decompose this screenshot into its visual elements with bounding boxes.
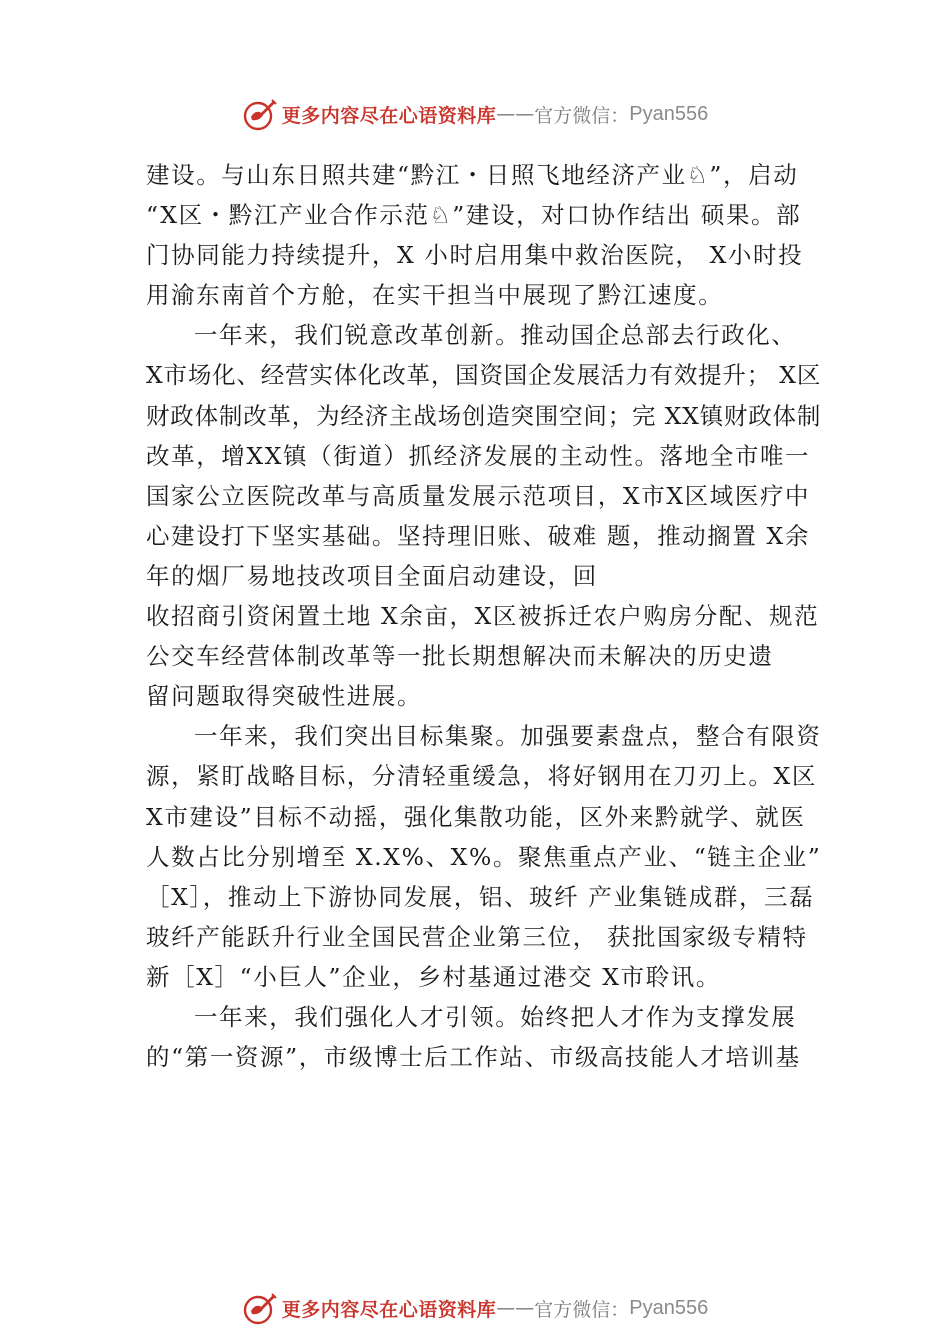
footer-wechat-handle: Pyan556 [629,1296,709,1319]
text-line: X市建设”目标不动摇，强化集散功能，区外来黔就学、就医 [146,802,806,831]
text-line: “X区・黔江产业合作示范♘”建设，对口协作结出 硕果。部 [146,201,802,230]
text-line: X市场化、经营实体化改革，国资国企发展活力有效提升； X区 [146,361,822,390]
text-line: 一年来，我们锐意改革创新。推动国企总部去行政化、 [194,321,797,350]
text-line: 年的烟厂易地技改项目全面启动建设，回 [146,561,598,590]
text-line: 门协同能力持续提升，X 小时启用集中救治医院， X小时投 [146,241,804,270]
footer-brand-text: 更多内容尽在心语资料库 [281,1298,497,1321]
text-line: 玻纤产能跃升行业全国民营企业第三位， 获批国家级专精特 [146,922,808,951]
text-line: 一年来，我们强化人才引领。始终把人才作为支撑发展 [194,1002,797,1031]
text-line: 财政体制改革，为经济主战场创造突围空间；完 XX镇财政体制 [146,401,822,430]
header-banner [0,94,950,134]
document-body [146,155,826,1077]
text-line: 建设。与山东日照共建“黔江・日照飞地经济产业♘”，启动 [146,161,799,189]
text-line: 人数占比分别增至 X.X%、X%。聚焦重点产业、“链主企业” [146,842,822,871]
text-line: 源，紧盯战略目标，分清轻重缓急，将好钢用在刀刃上。X区 [146,762,817,791]
text-line: 的“第一资源”，市级博士后工作站、市级高技能人才培训基 [146,1043,801,1072]
header-wechat-handle: Pyan556 [629,102,709,125]
footer-wechat-label: 官方微信： [534,1298,630,1321]
text-line: 一年来，我们突出目标集聚。加强要素盘点，整合有限资 [194,722,822,751]
footer-dash: —— [496,1297,535,1319]
text-line: 国家公立医院改革与高质量发展示范项目，X市X区域医疗中 [146,481,811,510]
text-line: ［X］，推动上下游协同发展，铝、玻纤 产业集链成群，三磊 [146,882,815,911]
footer-banner [0,1288,950,1328]
text-line: 新［X］“小巨人”企业，乡村基通过港交 X市聆讯。 [146,962,721,991]
brand-logo-icon [242,96,278,132]
header-brand-text: 更多内容尽在心语资料库 [281,104,497,127]
text-line: 留问题取得突破性进展。 [146,682,423,711]
text-line: 公交车经营体制改革等一批长期想解决而未解决的历史遗 [146,642,774,671]
brand-logo-icon [242,1290,278,1326]
header-dash: —— [496,103,535,125]
text-line: 改革，增XX镇（街道）抓经济发展的主动性。落地全市唯一 [146,441,811,470]
text-line: 收招商引资闲置土地 X余亩，X区被拆迁农户购房分配、规范 [146,602,820,631]
header-wechat-label: 官方微信： [534,104,630,127]
text-line: 心建设打下坚实基础。坚持理旧账、破难 题，推动搁置 X余 [146,521,810,550]
text-line: 用渝东南首个方舱，在实干担当中展现了黔江速度。 [146,281,724,310]
